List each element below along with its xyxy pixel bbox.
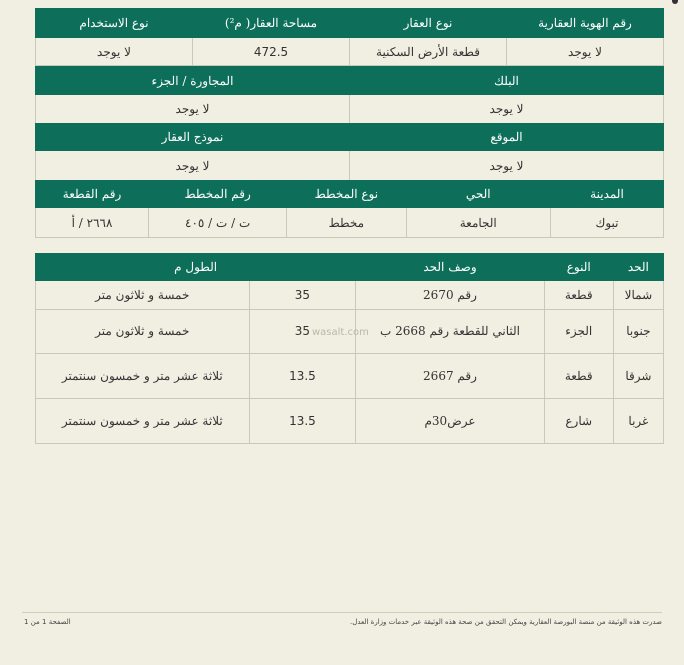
boundary-length-text: خمسة و ثلاثون متر <box>36 310 250 354</box>
value-city: تبوك <box>550 208 663 238</box>
header-plot-number: رقم القطعة <box>36 181 149 208</box>
header-district: الحي <box>406 181 550 208</box>
header-property-area: مساحة العقار( م²) <box>193 9 350 38</box>
value-property-type: قطعة الأرض السكنية <box>350 38 507 66</box>
boundary-length-text: خمسة و ثلاثون متر <box>36 281 250 310</box>
boundary-length-text: ثلاثة عشر متر و خمسون سنتمتر <box>36 354 250 399</box>
boundary-length: 35 <box>249 281 356 310</box>
location-table <box>35 123 664 181</box>
value-property-id: لا يوجد <box>507 38 664 66</box>
boundary-type: الجزء <box>544 310 613 354</box>
value-plot-number: ٢٦٦٨ / أ <box>36 208 149 238</box>
table-row <box>36 399 664 444</box>
header-boundary-side: الحد <box>613 254 663 281</box>
header-boundary-desc: وصف الحد <box>356 254 544 281</box>
boundary-side: شرقا <box>613 354 663 399</box>
property-info-table <box>35 8 664 66</box>
table-row <box>36 354 664 399</box>
value-district: الجامعة <box>406 208 550 238</box>
header-neighborhood-part: المجاورة / الجزء <box>36 67 350 95</box>
header-plan-number: رقم المخطط <box>149 181 287 208</box>
header-location: الموقع <box>350 124 664 151</box>
header-usage-type: نوع الاستخدام <box>36 9 193 38</box>
header-block: البلك <box>350 67 664 95</box>
boundary-type: قطعة <box>544 281 613 310</box>
header-boundary-type: النوع <box>544 254 613 281</box>
boundary-desc: رقم 2670 <box>356 281 544 310</box>
value-property-model: لا يوجد <box>36 151 350 181</box>
boundary-length-text: ثلاثة عشر متر و خمسون سنتمتر <box>36 399 250 444</box>
value-usage-type: لا يوجد <box>36 38 193 66</box>
footer-note: صدرت هذه الوثيقة من منصة البورصة العقارية ويمكن التحقق من صحة هذه الوثيقة عبر خدمات وزارة العدل. <box>350 618 662 626</box>
boundaries-table <box>35 253 664 444</box>
header-property-model: نموذج العقار <box>36 124 350 151</box>
value-plan-number: ت / ت / ٤٠٥ <box>149 208 287 238</box>
city-table <box>35 180 664 238</box>
boundary-desc: عرض30م <box>356 399 544 444</box>
boundary-type: شارع <box>544 399 613 444</box>
boundary-type: قطعة <box>544 354 613 399</box>
boundary-desc: الثاني للقطعة رقم 2668 ب <box>356 310 544 354</box>
header-property-id: رقم الهوية العقارية <box>507 9 664 38</box>
boundary-side: جنوبا <box>613 310 663 354</box>
footer-divider <box>22 612 662 613</box>
boundary-length: 13.5 <box>249 354 356 399</box>
value-location: لا يوجد <box>350 151 664 181</box>
header-city: المدينة <box>550 181 663 208</box>
header-boundary-length: الطول م <box>36 254 356 281</box>
value-neighborhood-part: لا يوجد <box>36 95 350 124</box>
header-property-type: نوع العقار <box>350 9 507 38</box>
watermark: wasalt.com <box>312 327 369 338</box>
boundary-side: غربا <box>613 399 663 444</box>
page-edge-mark <box>672 0 678 4</box>
page-number: الصفحة 1 من 1 <box>24 618 71 626</box>
boundary-desc: رقم 2667 <box>356 354 544 399</box>
block-table <box>35 66 664 124</box>
boundary-length: 35 <box>249 310 356 354</box>
header-plan-type: نوع المخطط <box>287 181 406 208</box>
value-plan-type: مخطط <box>287 208 406 238</box>
value-block: لا يوجد <box>350 95 664 124</box>
table-row <box>36 281 664 310</box>
value-property-area: 472.5 <box>193 38 350 66</box>
boundary-side: شمالا <box>613 281 663 310</box>
boundary-length: 13.5 <box>249 399 356 444</box>
